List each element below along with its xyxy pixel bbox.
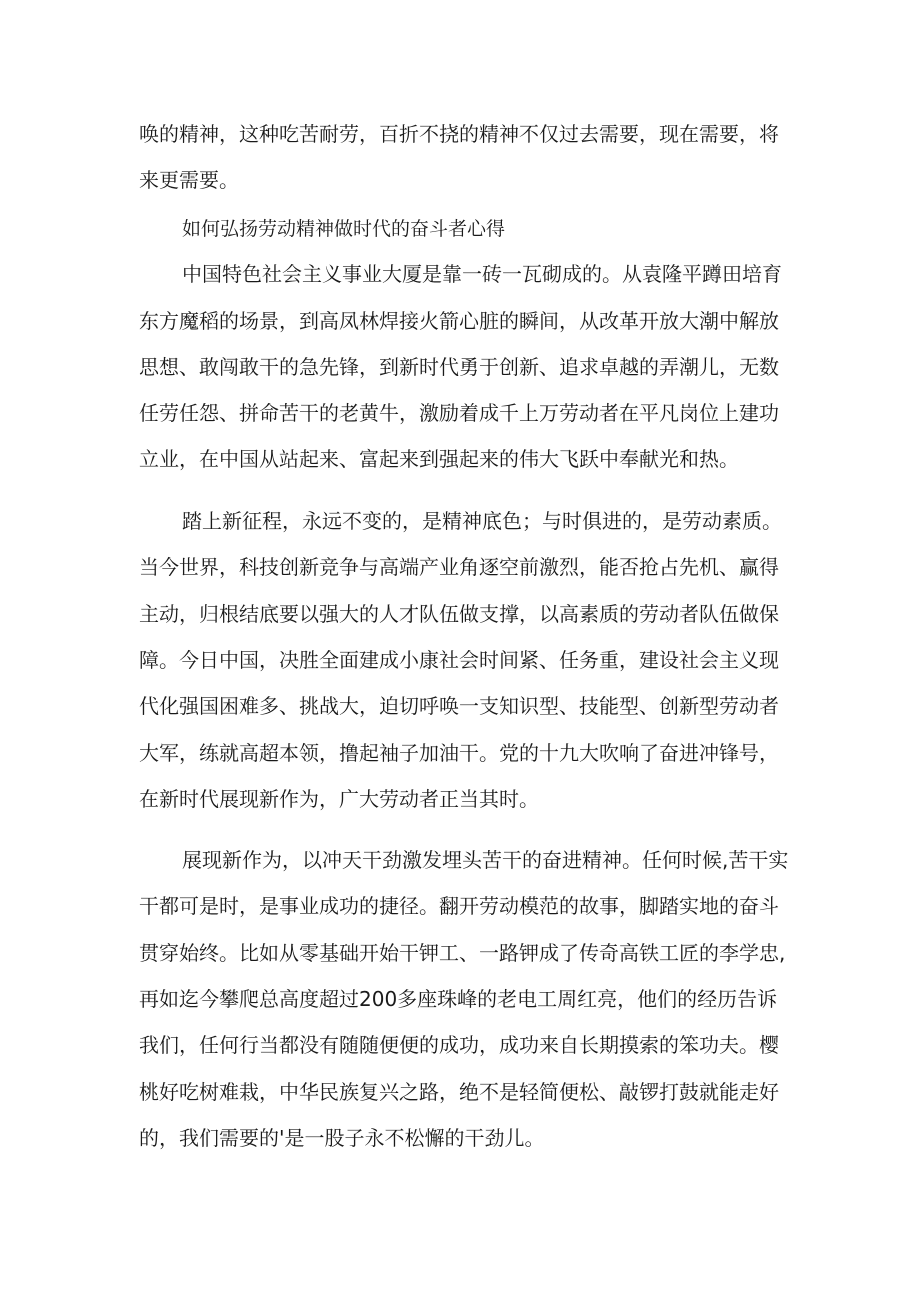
paragraph-1-line-4: 立业，在中国从站起来、富起来到强起来的伟大飞跃中奉献光和热。 [139,447,739,471]
paragraph-2-line-5: 大军，练就高超本领，撸起袖子加油干。党的十九大吹响了奋进冲锋号， [139,741,779,765]
paragraph-2-line-1: 当今世界，科技创新竞争与高端产业角逐空前激烈，能否抢占先机、赢得 [139,555,779,579]
paragraph-3-line-1: 干都可是时，是事业成功的捷径。翻开劳动模范的故事，脚踏实地的奋斗 [139,894,779,918]
section-title: 如何弘扬劳动精神做时代的奋斗者心得 [182,218,506,240]
paragraph-2-line-3: 障。今日中国，决胜全面建成小康社会时间紧、任务重，建设社会主义现 [139,648,779,672]
paragraph-3-line-3: 再如迄今攀爬总高度超过200多座珠峰的老电工周红亮，他们的经历告诉 [139,987,778,1011]
paragraph-0-line-1: 来更需要。 [139,168,239,192]
paragraph-3-line-0: 展现新作为，以冲天干劲激发埋头苦干的奋进精神。任何时候,苦干实 [182,848,789,872]
paragraph-3-line-6: 的，我们需要的'是一股子永不松懈的干劲儿。 [139,1126,545,1150]
paragraph-3-line-2: 贯穿始终。比如从零基础开始干钾工、一路钾成了传奇高铁工匠的李学忠, [139,941,786,965]
paragraph-0-line-0: 唤的精神，这种吃苦耐劳，百折不挠的精神不仅过去需要，现在需要，将 [139,122,779,146]
paragraph-2-line-0: 踏上新征程，永远不变的，是精神底色；与时俱进的，是劳动素质。 [182,509,782,533]
paragraph-2-line-6: 在新时代展现新作为，广大劳动者正当其时。 [139,787,539,811]
paragraph-3-line-4: 我们，任何行当都没有随随便便的成功，成功来自长期摸索的笨功夫。樱 [139,1033,779,1057]
paragraph-1-line-1: 东方魔稻的场景，到高凤林焊接火箭心脏的瞬间，从改革开放大潮中解放 [139,309,779,333]
paragraph-1-line-3: 任劳任怨、拼命苦干的老黄牛，激励着成千上万劳动者在平凡岗位上建功 [139,401,779,425]
paragraph-2-line-4: 代化强国困难多、挑战大，迫切呼唤一支知识型、技能型、创新型劳动者 [139,694,779,718]
paragraph-3-line-5: 桃好吃树难栽，中华民族复兴之路，绝不是轻简便松、敲锣打鼓就能走好 [139,1080,779,1104]
paragraph-1-line-2: 思想、敢闯敢干的急先锋，到新时代勇于创新、追求卓越的弄潮儿，无数 [139,355,779,379]
paragraph-1-line-0: 中国特色社会主义事业大厦是靠一砖一瓦砌成的。从袁隆平蹲田培育 [182,262,782,286]
paragraph-2-line-2: 主动，归根结底要以强大的人才队伍做支撑，以高素质的劳动者队伍做保 [139,602,779,626]
